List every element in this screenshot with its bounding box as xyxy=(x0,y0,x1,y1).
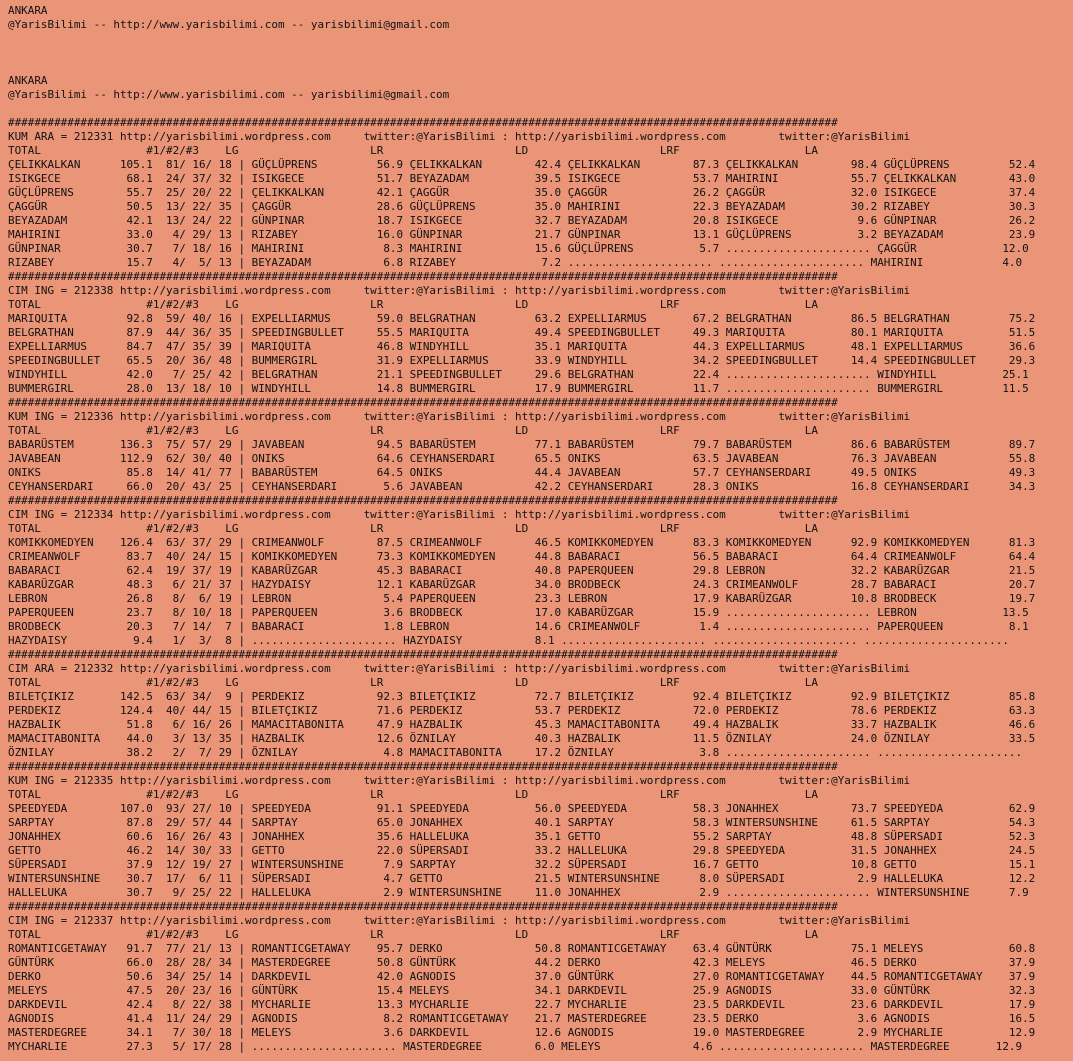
result-row: CEYHANSERDARI 66.0 20/ 43/ 25 | CEYHANSERDARI 5.6 JAVABEAN 42.2 CEYHANSERDARI 28.3 ONIKS 16.8 CEYHANSERDARI 34.3 xyxy=(8,480,1036,493)
column-header-line: TOTAL #1/#2/#3 LG LR LD LRF LA xyxy=(8,788,818,801)
result-row: PAPERQUEEN 23.7 8/ 10/ 18 | PAPERQUEEN 3.6 BRODBECK 17.0 KABARÜZGAR 15.9 ...................... LEBRON 13.5 xyxy=(8,606,1029,619)
blank-line xyxy=(8,46,1035,60)
result-row: MYCHARLIE 27.3 5/ 17/ 28 | ...................... MASTERDEGREE 6.0 MELEYS 4.6 ...................... MASTERDEGREE 12.9 xyxy=(8,1040,1023,1053)
result-row: BEYAZADAM 42.1 13/ 24/ 22 | GÜNPINAR 18.7 ISIKGECE 32.7 BEYAZADAM 20.8 ISIKGECE 9.6 GÜNPINAR 26.2 xyxy=(8,214,1036,227)
race-header-line: CIM ING = 212334 http://yarisbilimi.wordpress.com twitter:@YarisBilimi : http://yarisbilimi.wordpress.com twitter:@YarisBilimi xyxy=(8,508,911,521)
result-row: HAZBALIK 51.8 6/ 16/ 26 | MAMACITABONITA 47.9 HAZBALIK 45.3 MAMACITABONITA 49.4 HAZBALIK 33.7 HAZBALIK 46.6 xyxy=(8,718,1036,731)
result-row: ÖZNILAY 38.2 2/ 7/ 29 | ÖZNILAY 4.8 MAMACITABONITA 17.2 ÖZNILAY 3.8 ...................... ...................... xyxy=(8,746,1023,759)
race-header-line: CIM ING = 212337 http://yarisbilimi.wordpress.com twitter:@YarisBilimi : http://yarisbilimi.wordpress.com twitter:@YarisBilimi xyxy=(8,914,911,927)
result-row: ONIKS 85.8 14/ 41/ 77 | BABARÜSTEM 64.5 ONIKS 44.4 JAVABEAN 57.7 CEYHANSERDARI 49.5 ONIKS 49.3 xyxy=(8,466,1036,479)
result-row: HALLELUKA 30.7 9/ 25/ 22 | HALLELUKA 2.9 WINTERSUNSHINE 11.0 JONAHHEX 2.9 ...................... WINTERSUNSHINE 7.9 xyxy=(8,886,1029,899)
result-row: LEBRON 26.8 8/ 6/ 19 | LEBRON 5.4 PAPERQUEEN 23.3 LEBRON 17.9 KABARÜZGAR 10.8 BRODBECK 19.7 xyxy=(8,592,1036,605)
result-row: BELGRATHAN 87.9 44/ 36/ 35 | SPEEDINGBULLET 55.5 MARIQUITA 49.4 SPEEDINGBULLET 49.3 MARIQUITA 80.1 MARIQUITA 51.5 xyxy=(8,326,1036,339)
result-row: PERDEKIZ 124.4 40/ 44/ 15 | BILETÇIKIZ 71.6 PERDEKIZ 53.7 PERDEKIZ 72.0 PERDEKIZ 78.6 PERDEKIZ 63.3 xyxy=(8,704,1036,717)
race-header-line: KUM ING = 212335 http://yarisbilimi.wordpress.com twitter:@YarisBilimi : http://yarisbilimi.wordpress.com twitter:@YarisBilimi xyxy=(8,774,911,787)
result-row: AGNODIS 41.4 11/ 24/ 29 | AGNODIS 8.2 ROMANTICGETAWAY 21.7 MASTERDEGREE 23.5 DERKO 3.6 AGNODIS 16.5 xyxy=(8,1012,1036,1025)
result-row: MAMACITABONITA 44.0 3/ 13/ 35 | HAZBALIK 12.6 ÖZNILAY 40.3 HAZBALIK 11.5 ÖZNILAY 24.0 ÖZNILAY 33.5 xyxy=(8,732,1036,745)
result-row: BUMMERGIRL 28.0 13/ 18/ 10 | WINDYHILL 14.8 BUMMERGIRL 17.9 BUMMERGIRL 11.7 ...................... BUMMERGIRL 11.5 xyxy=(8,382,1029,395)
city-title: ANKARA xyxy=(8,4,48,17)
result-row: CRIMEANWOLF 83.7 40/ 24/ 15 | KOMIKKOMEDYEN 73.3 KOMIKKOMEDYEN 44.8 BABARACI 56.5 BABARACI 64.4 CRIMEANWOLF 64.4 xyxy=(8,550,1036,563)
result-row: EXPELLIARMUS 84.7 47/ 35/ 39 | MARIQUITA 46.8 WINDYHILL 35.1 MARIQUITA 44.3 EXPELLIARMUS 48.1 EXPELLIARMUS 36.6 xyxy=(8,340,1036,353)
separator-line: ############################################################################################################################## xyxy=(8,648,838,661)
result-row: MARIQUITA 92.8 59/ 40/ 16 | EXPELLIARMUS 59.0 BELGRATHAN 63.2 EXPELLIARMUS 67.2 BELGRATHAN 86.5 BELGRATHAN 75.2 xyxy=(8,312,1036,325)
result-row: SARPTAY 87.8 29/ 57/ 44 | SARPTAY 65.0 JONAHHEX 40.1 SARPTAY 58.3 WINTERSUNSHINE 61.5 SARPTAY 54.3 xyxy=(8,816,1036,829)
blank-line xyxy=(8,60,1035,74)
contact-line: @YarisBilimi -- http://www.yarisbilimi.com -- yarisbilimi@gmail.com xyxy=(8,88,450,101)
result-row: SPEEDINGBULLET 65.5 20/ 36/ 48 | BUMMERGIRL 31.9 EXPELLIARMUS 33.9 WINDYHILL 34.2 SPEEDINGBULLET 14.4 SPEEDINGBULLET 29.3 xyxy=(8,354,1036,367)
result-row: GÜNTÜRK 66.0 28/ 28/ 34 | MASTERDEGREE 50.8 GÜNTÜRK 44.2 DERKO 42.3 MELEYS 46.5 DERKO 37.9 xyxy=(8,956,1036,969)
result-row: JONAHHEX 60.6 16/ 26/ 43 | JONAHHEX 35.6 HALLELUKA 35.1 GETTO 55.2 SARPTAY 48.8 SÜPERSADI 52.3 xyxy=(8,830,1036,843)
result-row: RIZABEY 15.7 4/ 5/ 13 | BEYAZADAM 6.8 RIZABEY 7.2 ...................... ...................... MAHIRINI 4.0 xyxy=(8,256,1023,269)
city-title: ANKARA xyxy=(8,74,48,87)
separator-line: ############################################################################################################################## xyxy=(8,116,838,129)
result-row: DERKO 50.6 34/ 25/ 14 | DARKDEVIL 42.0 AGNODIS 37.0 GÜNTÜRK 27.0 ROMANTICGETAWAY 44.5 ROMANTICGETAWAY 37.9 xyxy=(8,970,1036,983)
result-row: BILETÇIKIZ 142.5 63/ 34/ 9 | PERDEKIZ 92.3 BILETÇIKIZ 72.7 BILETÇIKIZ 92.4 BILETÇIKIZ 92.9 BILETÇIKIZ 85.8 xyxy=(8,690,1036,703)
result-row: GETTO 46.2 14/ 30/ 33 | GETTO 22.0 SÜPERSADI 33.2 HALLELUKA 29.8 SPEEDYEDA 31.5 JONAHHEX 24.5 xyxy=(8,844,1036,857)
result-row: GÜNPINAR 30.7 7/ 18/ 16 | MAHIRINI 8.3 MAHIRINI 15.6 GÜÇLÜPRENS 5.7 ...................... ÇAGGÜR 12.0 xyxy=(8,242,1029,255)
contact-line: @YarisBilimi -- http://www.yarisbilimi.com -- yarisbilimi@gmail.com xyxy=(8,18,450,31)
column-header-line: TOTAL #1/#2/#3 LG LR LD LRF LA xyxy=(8,424,818,437)
race-report-text xyxy=(8,4,1035,1054)
result-row: WINDYHILL 42.0 7/ 25/ 42 | BELGRATHAN 21.1 SPEEDINGBULLET 29.6 BELGRATHAN 22.4 ...................... WINDYHILL 25.1 xyxy=(8,368,1029,381)
column-header-line: TOTAL #1/#2/#3 LG LR LD LRF LA xyxy=(8,298,818,311)
result-row: KABARÜZGAR 48.3 6/ 21/ 37 | HAZYDAISY 12.1 KABARÜZGAR 34.0 BRODBECK 24.3 CRIMEANWOLF 28.7 BABARACI 20.7 xyxy=(8,578,1036,591)
result-row: MAHIRINI 33.0 4/ 29/ 13 | RIZABEY 16.0 GÜNPINAR 21.7 GÜNPINAR 13.1 GÜÇLÜPRENS 3.2 BEYAZADAM 23.9 xyxy=(8,228,1036,241)
race-header-line: CIM ING = 212338 http://yarisbilimi.wordpress.com twitter:@YarisBilimi : http://yarisbilimi.wordpress.com twitter:@YarisBilimi xyxy=(8,284,911,297)
result-row: ÇAGGÜR 50.5 13/ 22/ 35 | ÇAGGÜR 28.6 GÜÇLÜPRENS 35.0 MAHIRINI 22.3 BEYAZADAM 30.2 RIZABEY 30.3 xyxy=(8,200,1036,213)
result-row: BRODBECK 20.3 7/ 14/ 7 | BABARACI 1.8 LEBRON 14.6 CRIMEANWOLF 1.4 ...................... PAPERQUEEN 8.1 xyxy=(8,620,1029,633)
result-row: WINTERSUNSHINE 30.7 17/ 6/ 11 | SÜPERSADI 4.7 GETTO 21.5 WINTERSUNSHINE 8.0 SÜPERSADI 2.9 HALLELUKA 12.2 xyxy=(8,872,1036,885)
result-row: DARKDEVIL 42.4 8/ 22/ 38 | MYCHARLIE 13.3 MYCHARLIE 22.7 MYCHARLIE 23.5 DARKDEVIL 23.6 DARKDEVIL 17.9 xyxy=(8,998,1036,1011)
result-row: SPEEDYEDA 107.0 93/ 27/ 10 | SPEEDYEDA 91.1 SPEEDYEDA 56.0 SPEEDYEDA 58.3 JONAHHEX 73.7 SPEEDYEDA 62.9 xyxy=(8,802,1036,815)
column-header-line: TOTAL #1/#2/#3 LG LR LD LRF LA xyxy=(8,676,818,689)
column-header-line: TOTAL #1/#2/#3 LG LR LD LRF LA xyxy=(8,144,818,157)
separator-line: ############################################################################################################################## xyxy=(8,900,838,913)
separator-line: ############################################################################################################################## xyxy=(8,494,838,507)
result-row: MASTERDEGREE 34.1 7/ 30/ 18 | MELEYS 3.6 DARKDEVIL 12.6 AGNODIS 19.0 MASTERDEGREE 2.9 MYCHARLIE 12.9 xyxy=(8,1026,1036,1039)
column-header-line: TOTAL #1/#2/#3 LG LR LD LRF LA xyxy=(8,928,818,941)
race-header-line: KUM ING = 212336 http://yarisbilimi.wordpress.com twitter:@YarisBilimi : http://yarisbilimi.wordpress.com twitter:@YarisBilimi xyxy=(8,410,911,423)
race-header-line: KUM ARA = 212331 http://yarisbilimi.wordpress.com twitter:@YarisBilimi : http://yarisbilimi.wordpress.com twitter:@YarisBilimi xyxy=(8,130,911,143)
race-header-line: CIM ARA = 212332 http://yarisbilimi.wordpress.com twitter:@YarisBilimi : http://yarisbilimi.wordpress.com twitter:@YarisBilimi xyxy=(8,662,911,675)
result-row: KOMIKKOMEDYEN 126.4 63/ 37/ 29 | CRIMEANWOLF 87.5 CRIMEANWOLF 46.5 KOMIKKOMEDYEN 83.3 KOMIKKOMEDYEN 92.9 KOMIKKOMEDYEN 81.3 xyxy=(8,536,1036,549)
blank-line xyxy=(8,32,1035,46)
result-row: HAZYDAISY 9.4 1/ 3/ 8 | ...................... HAZYDAISY 8.1 ...................... ...................... ...................... xyxy=(8,634,1009,647)
result-row: ISIKGECE 68.1 24/ 37/ 32 | ISIKGECE 51.7 BEYAZADAM 39.5 ISIKGECE 53.7 MAHIRINI 55.7 ÇELIKKALKAN 43.0 xyxy=(8,172,1036,185)
separator-line: ############################################################################################################################## xyxy=(8,760,838,773)
separator-line: ############################################################################################################################## xyxy=(8,396,838,409)
result-row: SÜPERSADI 37.9 12/ 19/ 27 | WINTERSUNSHINE 7.9 SARPTAY 32.2 SÜPERSADI 16.7 GETTO 10.8 GETTO 15.1 xyxy=(8,858,1036,871)
result-row: MELEYS 47.5 20/ 23/ 16 | GÜNTÜRK 15.4 MELEYS 34.1 DARKDEVIL 25.9 AGNODIS 33.0 GÜNTÜRK 32.3 xyxy=(8,984,1036,997)
result-row: BABARÜSTEM 136.3 75/ 57/ 29 | JAVABEAN 94.5 BABARÜSTEM 77.1 BABARÜSTEM 79.7 BABARÜSTEM 86.6 BABARÜSTEM 89.7 xyxy=(8,438,1036,451)
result-row: GÜÇLÜPRENS 55.7 25/ 20/ 22 | ÇELIKKALKAN 42.1 ÇAGGÜR 35.0 ÇAGGÜR 26.2 ÇAGGÜR 32.0 ISIKGECE 37.4 xyxy=(8,186,1036,199)
result-row: JAVABEAN 112.9 62/ 30/ 40 | ONIKS 64.6 CEYHANSERDARI 65.5 ONIKS 63.5 JAVABEAN 76.3 JAVABEAN 55.8 xyxy=(8,452,1036,465)
result-row: BABARACI 62.4 19/ 37/ 19 | KABARÜZGAR 45.3 BABARACI 40.8 PAPERQUEEN 29.8 LEBRON 32.2 KABARÜZGAR 21.5 xyxy=(8,564,1036,577)
result-row: ÇELIKKALKAN 105.1 81/ 16/ 18 | GÜÇLÜPRENS 56.9 ÇELIKKALKAN 42.4 ÇELIKKALKAN 87.3 ÇELIKKALKAN 98.4 GÜÇLÜPRENS 52.4 xyxy=(8,158,1036,171)
result-row: ROMANTICGETAWAY 91.7 77/ 21/ 13 | ROMANTICGETAWAY 95.7 DERKO 50.8 ROMANTICGETAWAY 63.4 GÜNTÜRK 75.1 MELEYS 60.8 xyxy=(8,942,1036,955)
separator-line: ############################################################################################################################## xyxy=(8,270,838,283)
blank-line xyxy=(8,102,1035,116)
column-header-line: TOTAL #1/#2/#3 LG LR LD LRF LA xyxy=(8,522,818,535)
